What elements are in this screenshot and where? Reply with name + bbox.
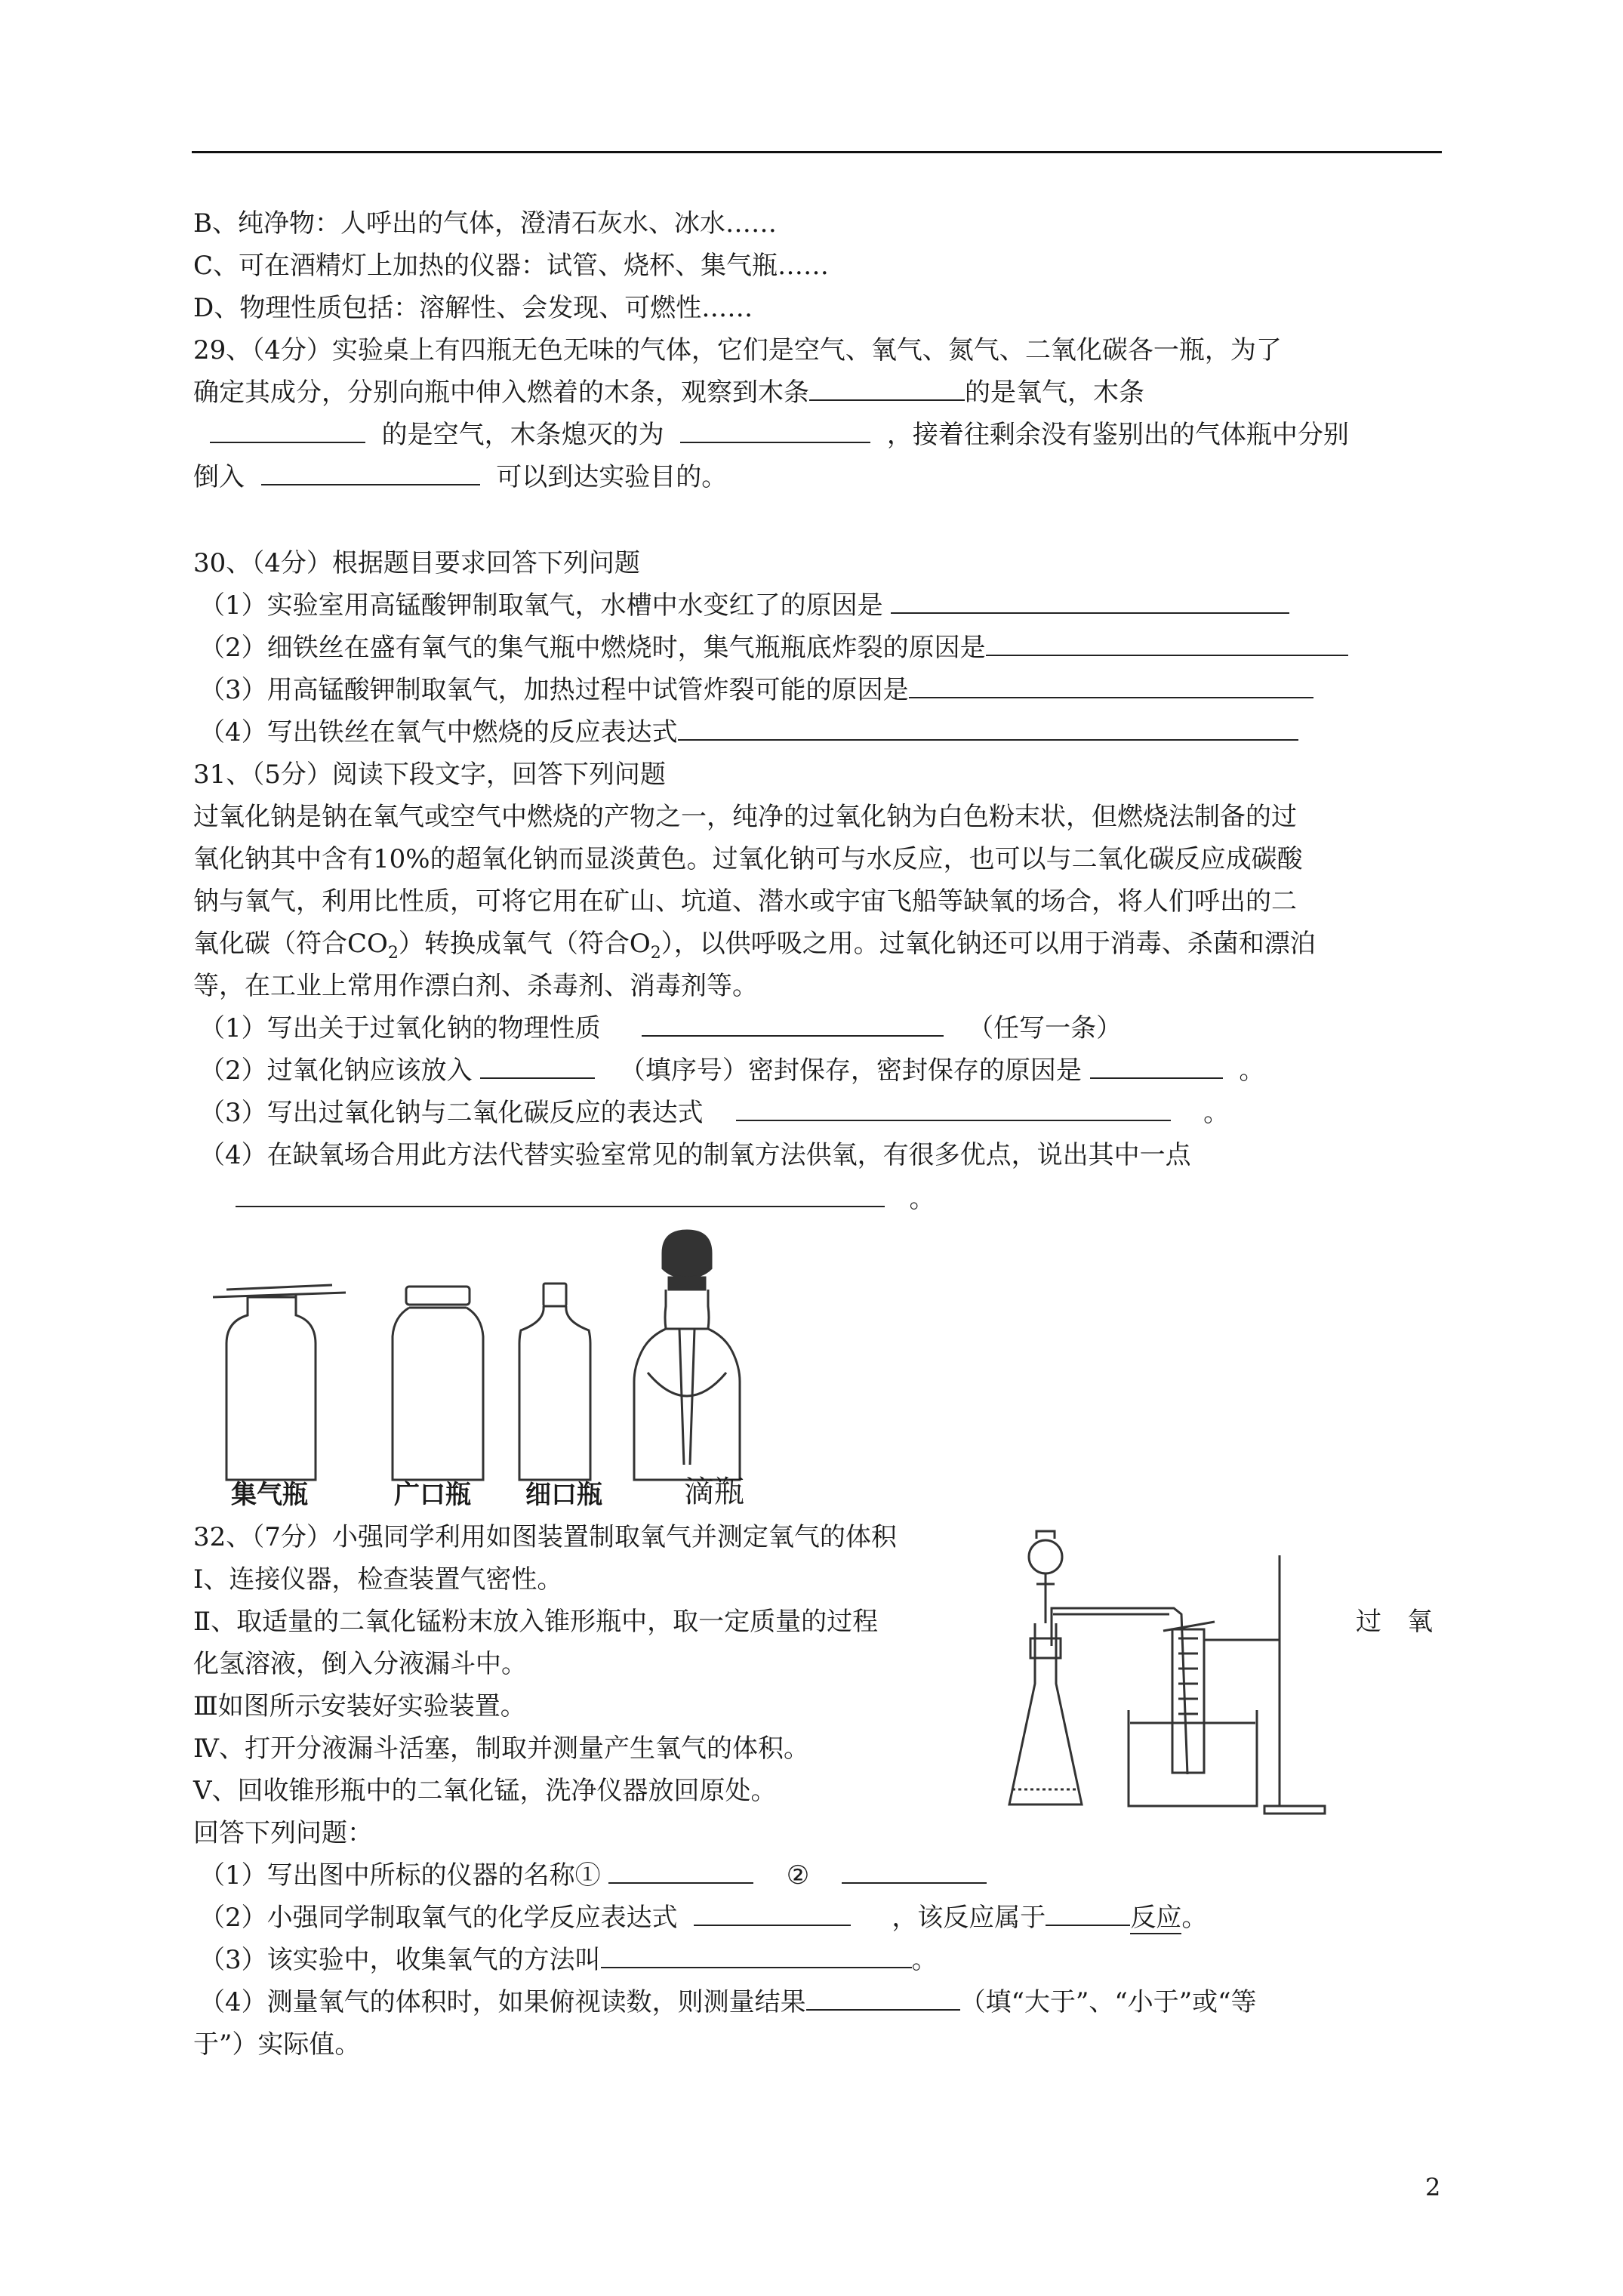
answer-blank[interactable] — [909, 674, 1313, 698]
q31-p3: 钠与氧气，利用比性质，可将它用在矿山、坑道、潜水或宇宙飞船等缺氧的场合，将人们呼出的二 — [193, 886, 1297, 917]
option-d: D、物理性质包括：溶解性、会发现、可燃性…… — [193, 293, 753, 323]
q31-text: ）转换成氧气（符合O — [398, 929, 651, 959]
answer-blank[interactable] — [236, 1183, 885, 1207]
q29-line3 — [210, 418, 1349, 451]
q32-step1: Ⅰ、连接仪器，检查装置气密性。 — [193, 1564, 563, 1595]
q31-text: （2）过氧化钠应该放入 — [199, 1056, 473, 1086]
q31-p1: 过氧化钠是钠在氧气或空气中燃烧的产物之一，纯净的过氧化钠为白色粉末状，但燃烧法制备的过 — [193, 802, 1297, 832]
q31-text: （1）写出关于过氧化钠的物理性质 — [199, 1013, 601, 1043]
q31-p2: 氧化钠其中含有10%的超氧化钠而显淡黄色。过氧化钠可与水反应，也可以与二氧化碳反应成碳酸 — [193, 844, 1303, 874]
q32-a4 — [199, 1986, 1257, 2019]
q30-title: 30、（4分）根据题目要求回答下列问题 — [193, 548, 640, 578]
q32-a2 — [199, 1901, 1207, 1934]
answer-blank[interactable] — [608, 1860, 753, 1884]
q32-step3: Ⅲ如图所示安装好实验装置。 — [193, 1691, 526, 1721]
q29-text: 的是空气，木条熄灭的为 — [381, 420, 664, 450]
apparatus-figure — [1008, 1525, 1332, 1827]
bottle-label: 细口瓶 — [525, 1480, 602, 1510]
q31-text: 。 — [1239, 1056, 1265, 1086]
q32-text: （3）该实验中，收集氧气的方法叫 — [199, 1945, 601, 1975]
answer-blank[interactable] — [680, 419, 870, 443]
q31-text: 氧化碳（符合CO — [193, 929, 388, 959]
q32-text: ② — [786, 1860, 810, 1891]
q32-a1 — [199, 1859, 987, 1892]
q32-a3 — [199, 1943, 938, 1977]
q31-p4 — [193, 927, 1316, 970]
graduated-cylinder-icon — [1163, 1622, 1215, 1773]
q29-line1: 29、（4分）实验桌上有四瓶无色无味的气体，它们是空气、氧气、氮气、二氧化碳各一瓶，为了 — [193, 335, 1282, 365]
answer-blank[interactable] — [210, 419, 365, 443]
option-b: B、纯净物：人呼出的气体，澄清石灰水、冰水…… — [193, 208, 777, 239]
q32-text: （4）测量氧气的体积时，如果俯视读数，则测量结果 — [199, 1987, 806, 2017]
q32-step2: Ⅱ、取适量的二氧化锰粉末放入锥形瓶中，取一定质量的过程 — [193, 1607, 879, 1637]
q30-s4 — [199, 716, 1298, 749]
q29-text: 的是氧气，木条 — [965, 378, 1144, 408]
q32-text: （1）写出图中所标的仪器的名称① — [199, 1860, 601, 1891]
answer-blank[interactable] — [261, 461, 480, 485]
option-c: C、可在酒精灯上加热的仪器：试管、烧杯、集气瓶…… — [193, 251, 830, 281]
separatory-funnel-icon — [1029, 1531, 1062, 1623]
page-number: 2 — [1425, 2173, 1441, 2202]
q31-p5: 等，在工业上常用作漂白剂、杀毒剂、消毒剂等。 — [193, 971, 758, 1001]
bottle-label: 滴瓶 — [684, 1475, 744, 1509]
q32-text: （填“大于”、“小于”或“等 — [959, 1987, 1257, 2017]
subscript: 2 — [650, 943, 661, 963]
q30-s3 — [199, 673, 1313, 707]
q31-s1 — [199, 1012, 1122, 1045]
answer-blank[interactable] — [986, 632, 1348, 656]
q31-text: （3）写出过氧化钠与二氧化碳反应的表达式 — [199, 1098, 704, 1128]
bottles-figure — [204, 1223, 778, 1510]
subscript: 2 — [387, 943, 399, 963]
dropper-bottle-icon — [634, 1231, 740, 1480]
q32-step2-cont: 化氢溶液，倒入分液漏斗中。 — [193, 1649, 527, 1679]
q31-s3 — [199, 1096, 1229, 1130]
conical-flask-icon — [1009, 1623, 1082, 1804]
answer-blank[interactable] — [806, 1986, 960, 2011]
narrow-mouth-bottle-icon — [519, 1284, 590, 1480]
answer-blank[interactable] — [1090, 1055, 1223, 1079]
answer-blank[interactable] — [694, 1902, 851, 1926]
q31-text: （填序号）密封保存，密封保存的原因是 — [619, 1056, 1082, 1086]
iron-stand-icon — [1204, 1555, 1325, 1814]
q32-text: ，该反应属于 — [892, 1903, 1046, 1933]
delivery-tube-icon — [1052, 1608, 1187, 1774]
answer-blank[interactable] — [480, 1055, 595, 1079]
wide-mouth-bottle-icon — [393, 1287, 483, 1480]
q31-s2 — [199, 1054, 1264, 1087]
q29-text: ，接着往剩余没有鉴别出的气体瓶中分别 — [886, 420, 1349, 450]
q31-title: 31、（5分）阅读下段文字，回答下列问题 — [193, 760, 666, 790]
q30-text: （4）写出铁丝在氧气中燃烧的反应表达式 — [199, 717, 678, 747]
water-trough-icon — [1129, 1710, 1257, 1806]
answer-blank[interactable] — [891, 590, 1289, 614]
q32-text: 反应 — [1130, 1903, 1182, 1933]
answer-blank[interactable] — [642, 1012, 944, 1037]
answer-blank[interactable] — [601, 1944, 912, 1968]
q32-text: （2）小强同学制取氧气的化学反应表达式 — [199, 1903, 678, 1933]
q31-text: （任写一条） — [968, 1013, 1123, 1043]
header-rule — [192, 151, 1442, 153]
q30-s1 — [199, 589, 1289, 622]
q30-s2 — [199, 631, 1348, 664]
answer-blank[interactable] — [678, 717, 1298, 741]
q32-title: 32、（7分）小强同学利用如图装置制取氧气并测定氧气的体积 — [193, 1522, 897, 1552]
bottle-label: 集气瓶 — [231, 1480, 308, 1510]
q30-text: （2）细铁丝在盛有氧气的集气瓶中燃烧时，集气瓶瓶底炸裂的原因是 — [199, 633, 986, 663]
q31-s4: （4）在缺氧场合用此方法代替实验室常见的制氧方法供氧，有很多优点，说出其中一点 — [199, 1140, 1191, 1170]
bottle-label: 广口瓶 — [394, 1480, 471, 1510]
q32-text: 。 — [911, 1945, 938, 1975]
q31-text: 。 — [1203, 1098, 1230, 1128]
q31-s4-answer — [236, 1182, 935, 1216]
q29-line2 — [193, 376, 1144, 409]
q32-step4: Ⅳ、打开分液漏斗活塞，制取并测量产生氧气的体积。 — [193, 1734, 809, 1764]
q32-text: 。 — [1181, 1903, 1208, 1933]
answer-blank[interactable] — [809, 377, 965, 401]
q32-a4-cont: 于”）实际值。 — [193, 2029, 361, 2060]
q32-ask: 回答下列问题： — [193, 1818, 373, 1848]
q31-text: ），以供呼吸之用。过氧化钠还可以用于消毒、杀菌和漂泊 — [661, 929, 1316, 959]
q30-text: （3）用高锰酸钾制取氧气，加热过程中试管炸裂可能的原因是 — [199, 675, 909, 705]
q29-text: 确定其成分，分别向瓶中伸入燃着的木条，观察到木条 — [193, 378, 809, 408]
answer-blank[interactable] — [842, 1860, 987, 1884]
q32-step2-end: 过 氧 — [1356, 1607, 1433, 1637]
q29-text: 倒入 — [193, 462, 245, 492]
gas-collecting-bottle-icon — [213, 1285, 346, 1480]
q30-text: （1）实验室用高锰酸钾制取氧气，水槽中水变红了的原因是 — [199, 590, 883, 621]
q29-line4 — [193, 461, 727, 494]
q29-text: 可以到达实验目的。 — [496, 462, 728, 492]
answer-blank[interactable] — [1046, 1902, 1130, 1926]
answer-blank[interactable] — [736, 1097, 1171, 1121]
q31-text: 。 — [909, 1184, 935, 1214]
q32-step5: Ⅴ、回收锥形瓶中的二氧化锰，洗净仪器放回原处。 — [193, 1776, 777, 1806]
